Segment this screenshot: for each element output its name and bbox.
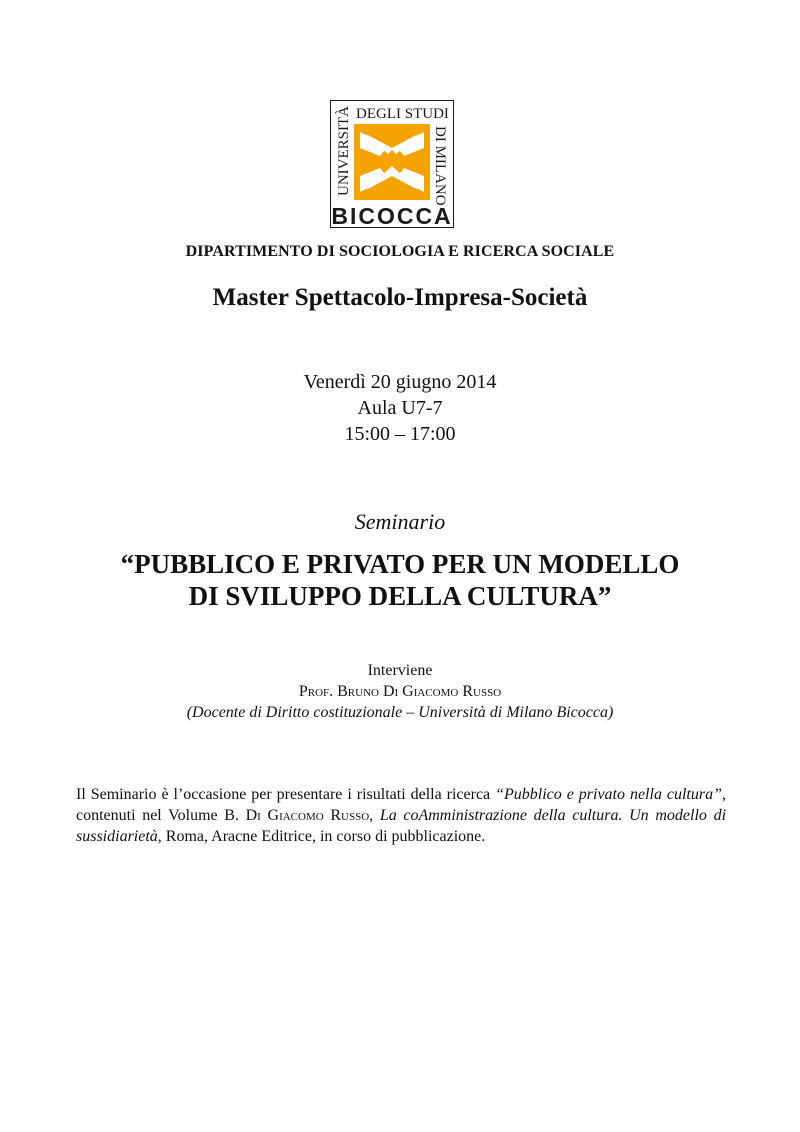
- abstract-book-title: La coAmministrazione della cultura. Un modello di sussidiarietà: [76, 807, 727, 845]
- master-title: Master Spettacolo-Impresa-Società: [212, 284, 588, 311]
- logo-text-di-milano: DI MILANO: [432, 126, 448, 206]
- bicocca-emblem-icon: [330, 100, 454, 228]
- speaker-intro: Interviene: [367, 662, 433, 679]
- seminar-title-line-1: “PUBBLICO E PRIVATO PER UN MODELLO: [120, 549, 680, 579]
- abstract-text-3: ,: [369, 807, 380, 824]
- event-room: Aula U7-7: [357, 397, 443, 419]
- logo-text-bicocca: BICOCCA: [331, 203, 453, 228]
- department-name: DIPARTIMENTO DI SOCIOLOGIA E RICERCA SOCIALE: [185, 243, 615, 260]
- logo-text-universita: UNIVERSITÀ: [336, 106, 352, 196]
- speaker-role: (Docente di Diritto costituzionale – Università di Milano Bicocca): [186, 704, 614, 721]
- seminar-title-line-2: DI SVILUPPO DELLA CULTURA”: [188, 581, 612, 611]
- seminar-abstract: [76, 784, 726, 847]
- seminar-label: Seminario: [354, 509, 446, 534]
- event-details: [0, 369, 800, 447]
- abstract-research-title: “Pubblico e privato nella cultura”: [495, 786, 723, 803]
- seminar-title: [0, 548, 800, 612]
- logo-text-degli-studi: DEGLI STUDI: [356, 106, 449, 122]
- university-logo: [330, 100, 454, 228]
- abstract-author-name: Di Giacomo Russo: [245, 807, 370, 824]
- speaker-name: Prof. Bruno Di Giacomo Russo: [298, 683, 502, 700]
- abstract-text-4: , Roma, Aracne Editrice, in corso di pubblicazione.: [157, 828, 486, 845]
- abstract-text-2: , contenuti nel Volume B.: [76, 786, 727, 824]
- event-time: 15:00 – 17:00: [344, 423, 456, 445]
- abstract-text-1: Il Seminario è l’occasione per presentare i risultati della ricerca: [76, 786, 496, 803]
- speaker-block: [0, 660, 800, 723]
- event-date: Venerdì 20 giugno 2014: [303, 371, 497, 393]
